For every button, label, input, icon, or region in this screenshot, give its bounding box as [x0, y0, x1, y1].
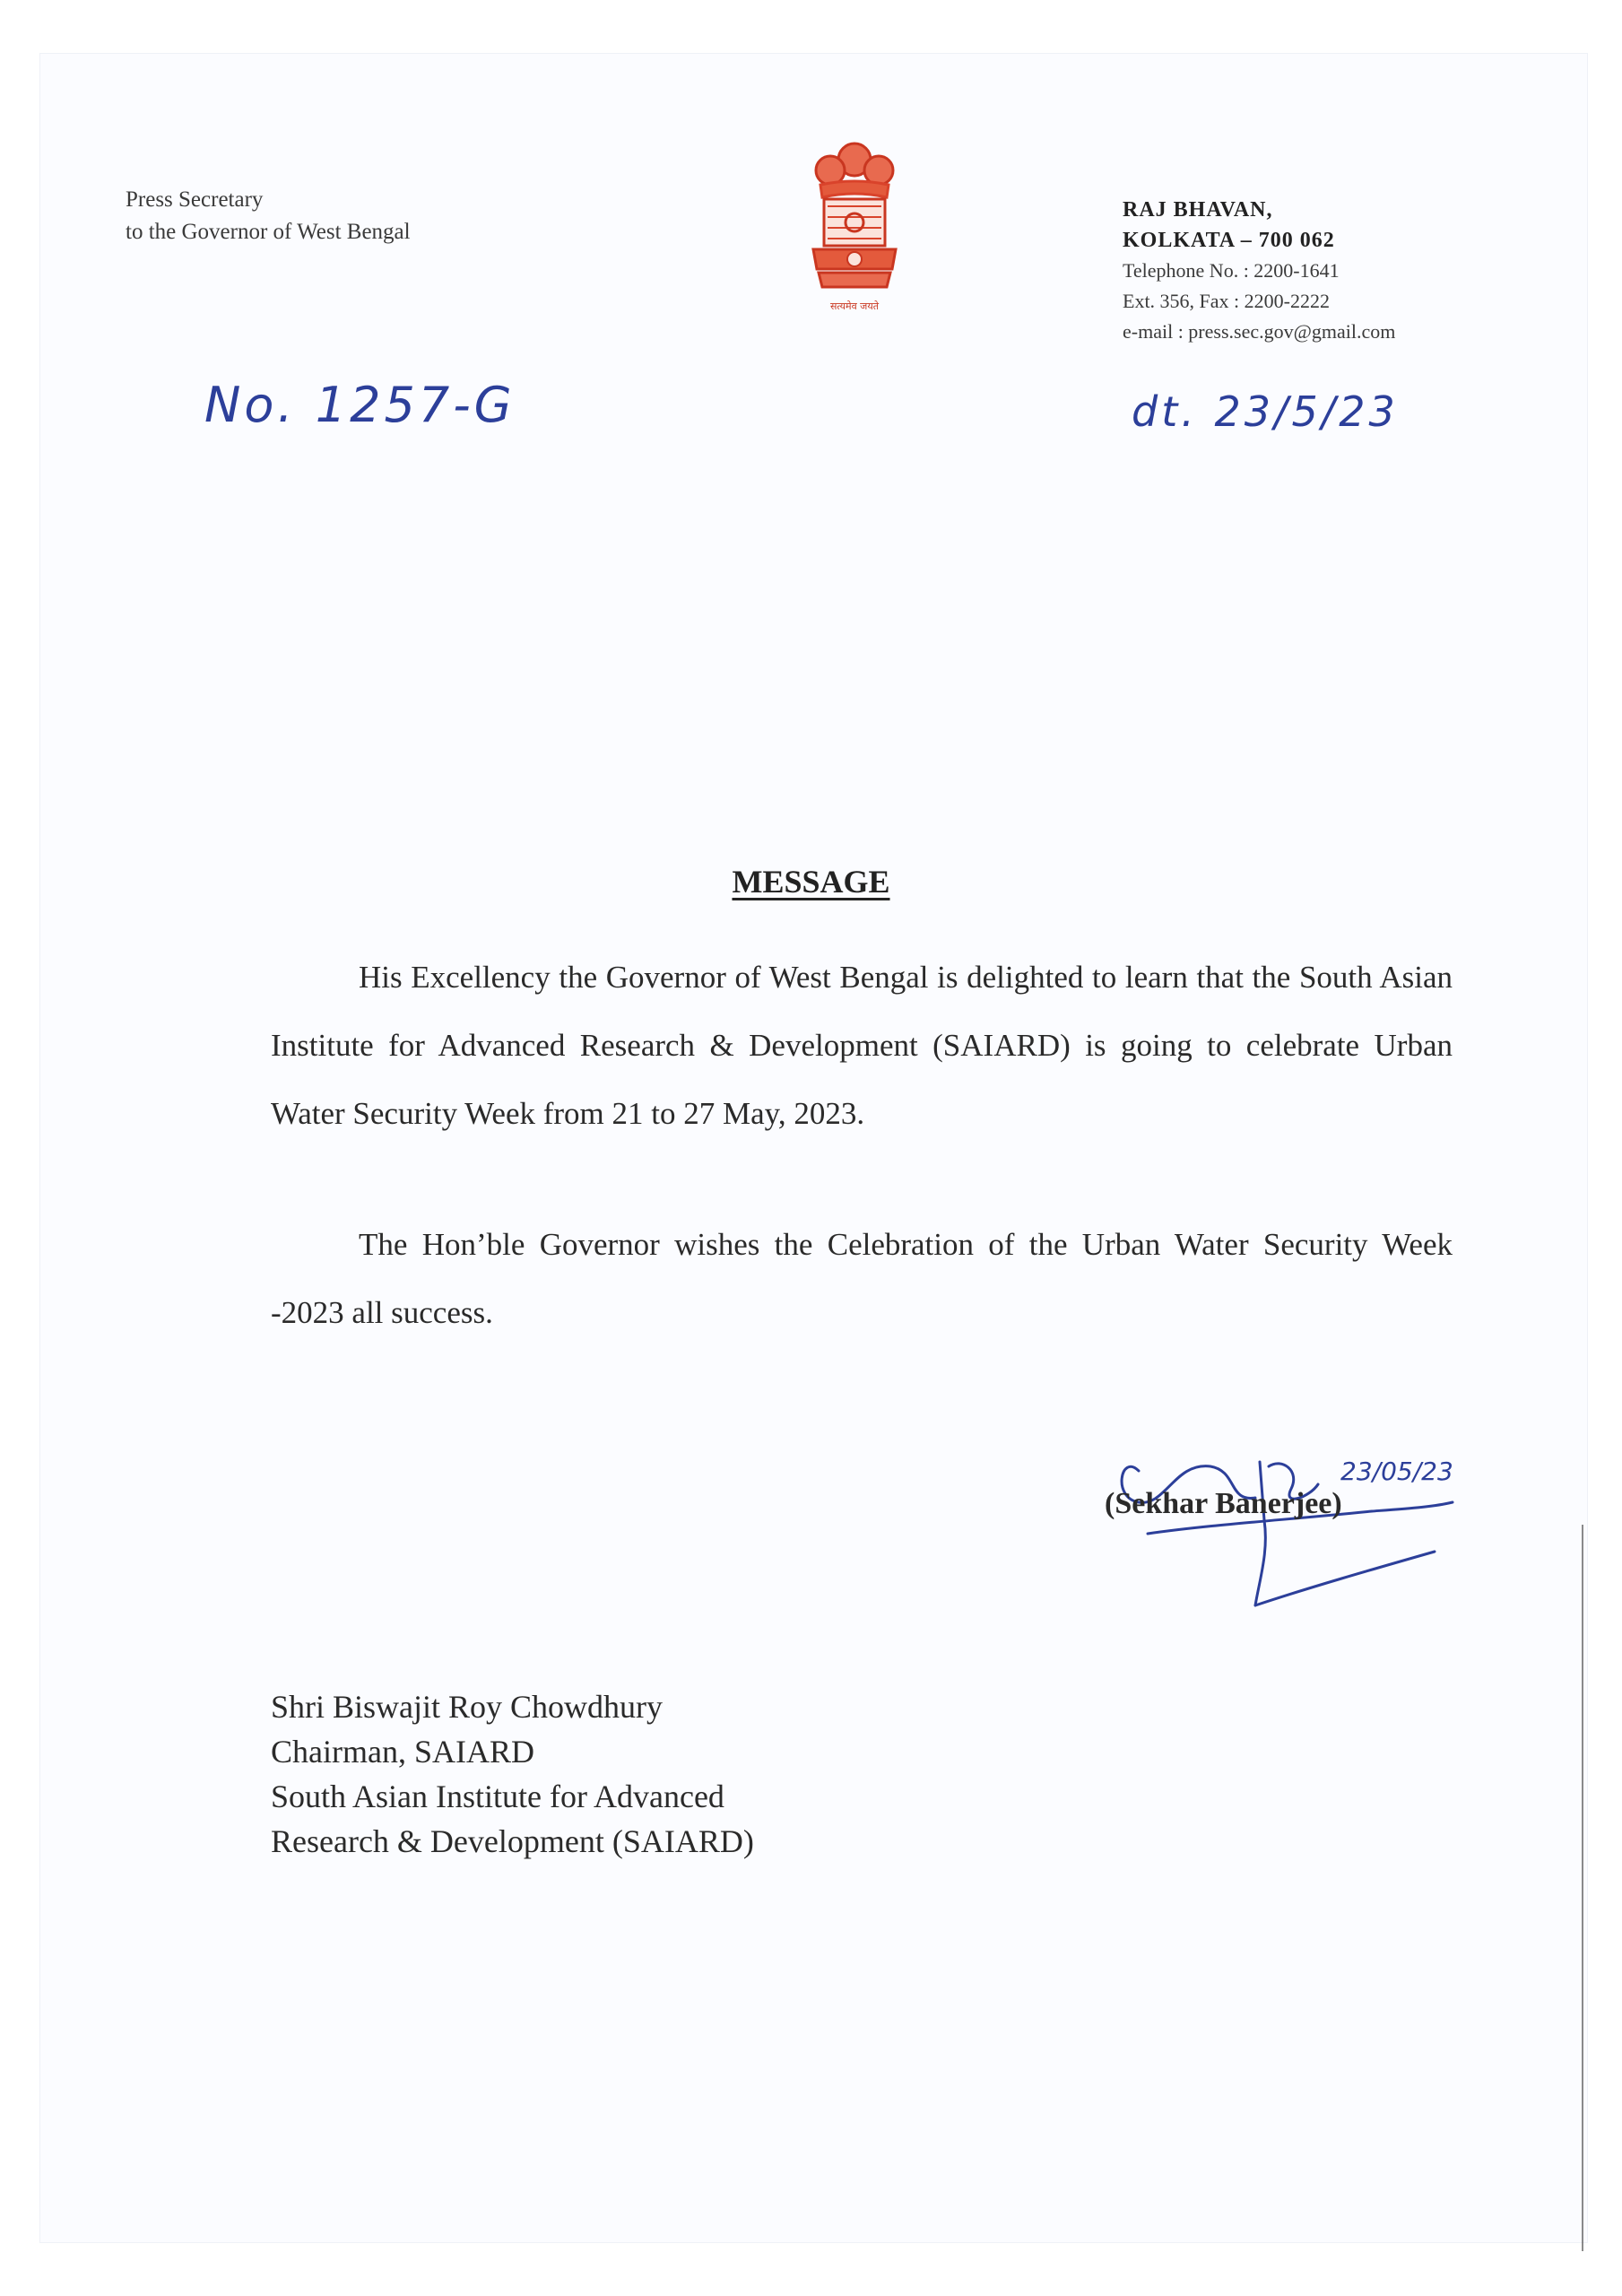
sender-block	[126, 184, 411, 248]
reference-number: No. 1257-G	[204, 377, 516, 433]
recipient-organization-line-1: South Asian Institute for Advanced	[271, 1779, 724, 1814]
address-fax: Ext. 356, Fax : 2200-2222	[1123, 290, 1330, 312]
state-emblem-icon	[801, 135, 908, 323]
recipient-designation: Chairman, SAIARD	[271, 1734, 534, 1770]
sender-office: to the Governor of West Bengal	[126, 220, 411, 244]
message-paragraph-2: The Hon’ble Governor wishes the Celebration of the Urban Water Security Week -2023 all success.	[271, 1227, 1453, 1330]
emblem-caption: सत्यमेव जयते	[829, 300, 880, 312]
signature-date: 23/05/23	[1340, 1457, 1453, 1486]
reference-date: dt. 23/5/23	[1132, 387, 1399, 436]
address-email: e-mail : press.sec.gov@gmail.com	[1123, 320, 1396, 343]
paper-edge	[1582, 1525, 1583, 2251]
sender-title: Press Secretary	[126, 187, 264, 212]
address-telephone: Telephone No. : 2200-1641	[1123, 259, 1340, 282]
office-address	[1123, 195, 1395, 347]
recipient-name: Shri Biswajit Roy Chowdhury	[271, 1689, 664, 1725]
recipient-block	[271, 1684, 754, 1864]
recipient-organization-line-2: Research & Development (SAIARD)	[271, 1823, 754, 1859]
signature-mark	[1103, 1435, 1470, 1614]
signatory-name: (Sekhar Banerjee)	[1105, 1487, 1342, 1520]
address-line-city: KOLKATA – 700 062	[1123, 229, 1335, 252]
address-line-office: RAJ BHAVAN,	[1123, 198, 1273, 222]
message-paragraph-1: His Excellency the Governor of West Bengal is delighted to learn that the South Asian Institute for Advanced Research & Development (SAIARD) is going to celebrate Urban Water Security Week from 21 to 27 May, 2023.	[271, 960, 1453, 1131]
message-heading: MESSAGE	[732, 864, 890, 900]
